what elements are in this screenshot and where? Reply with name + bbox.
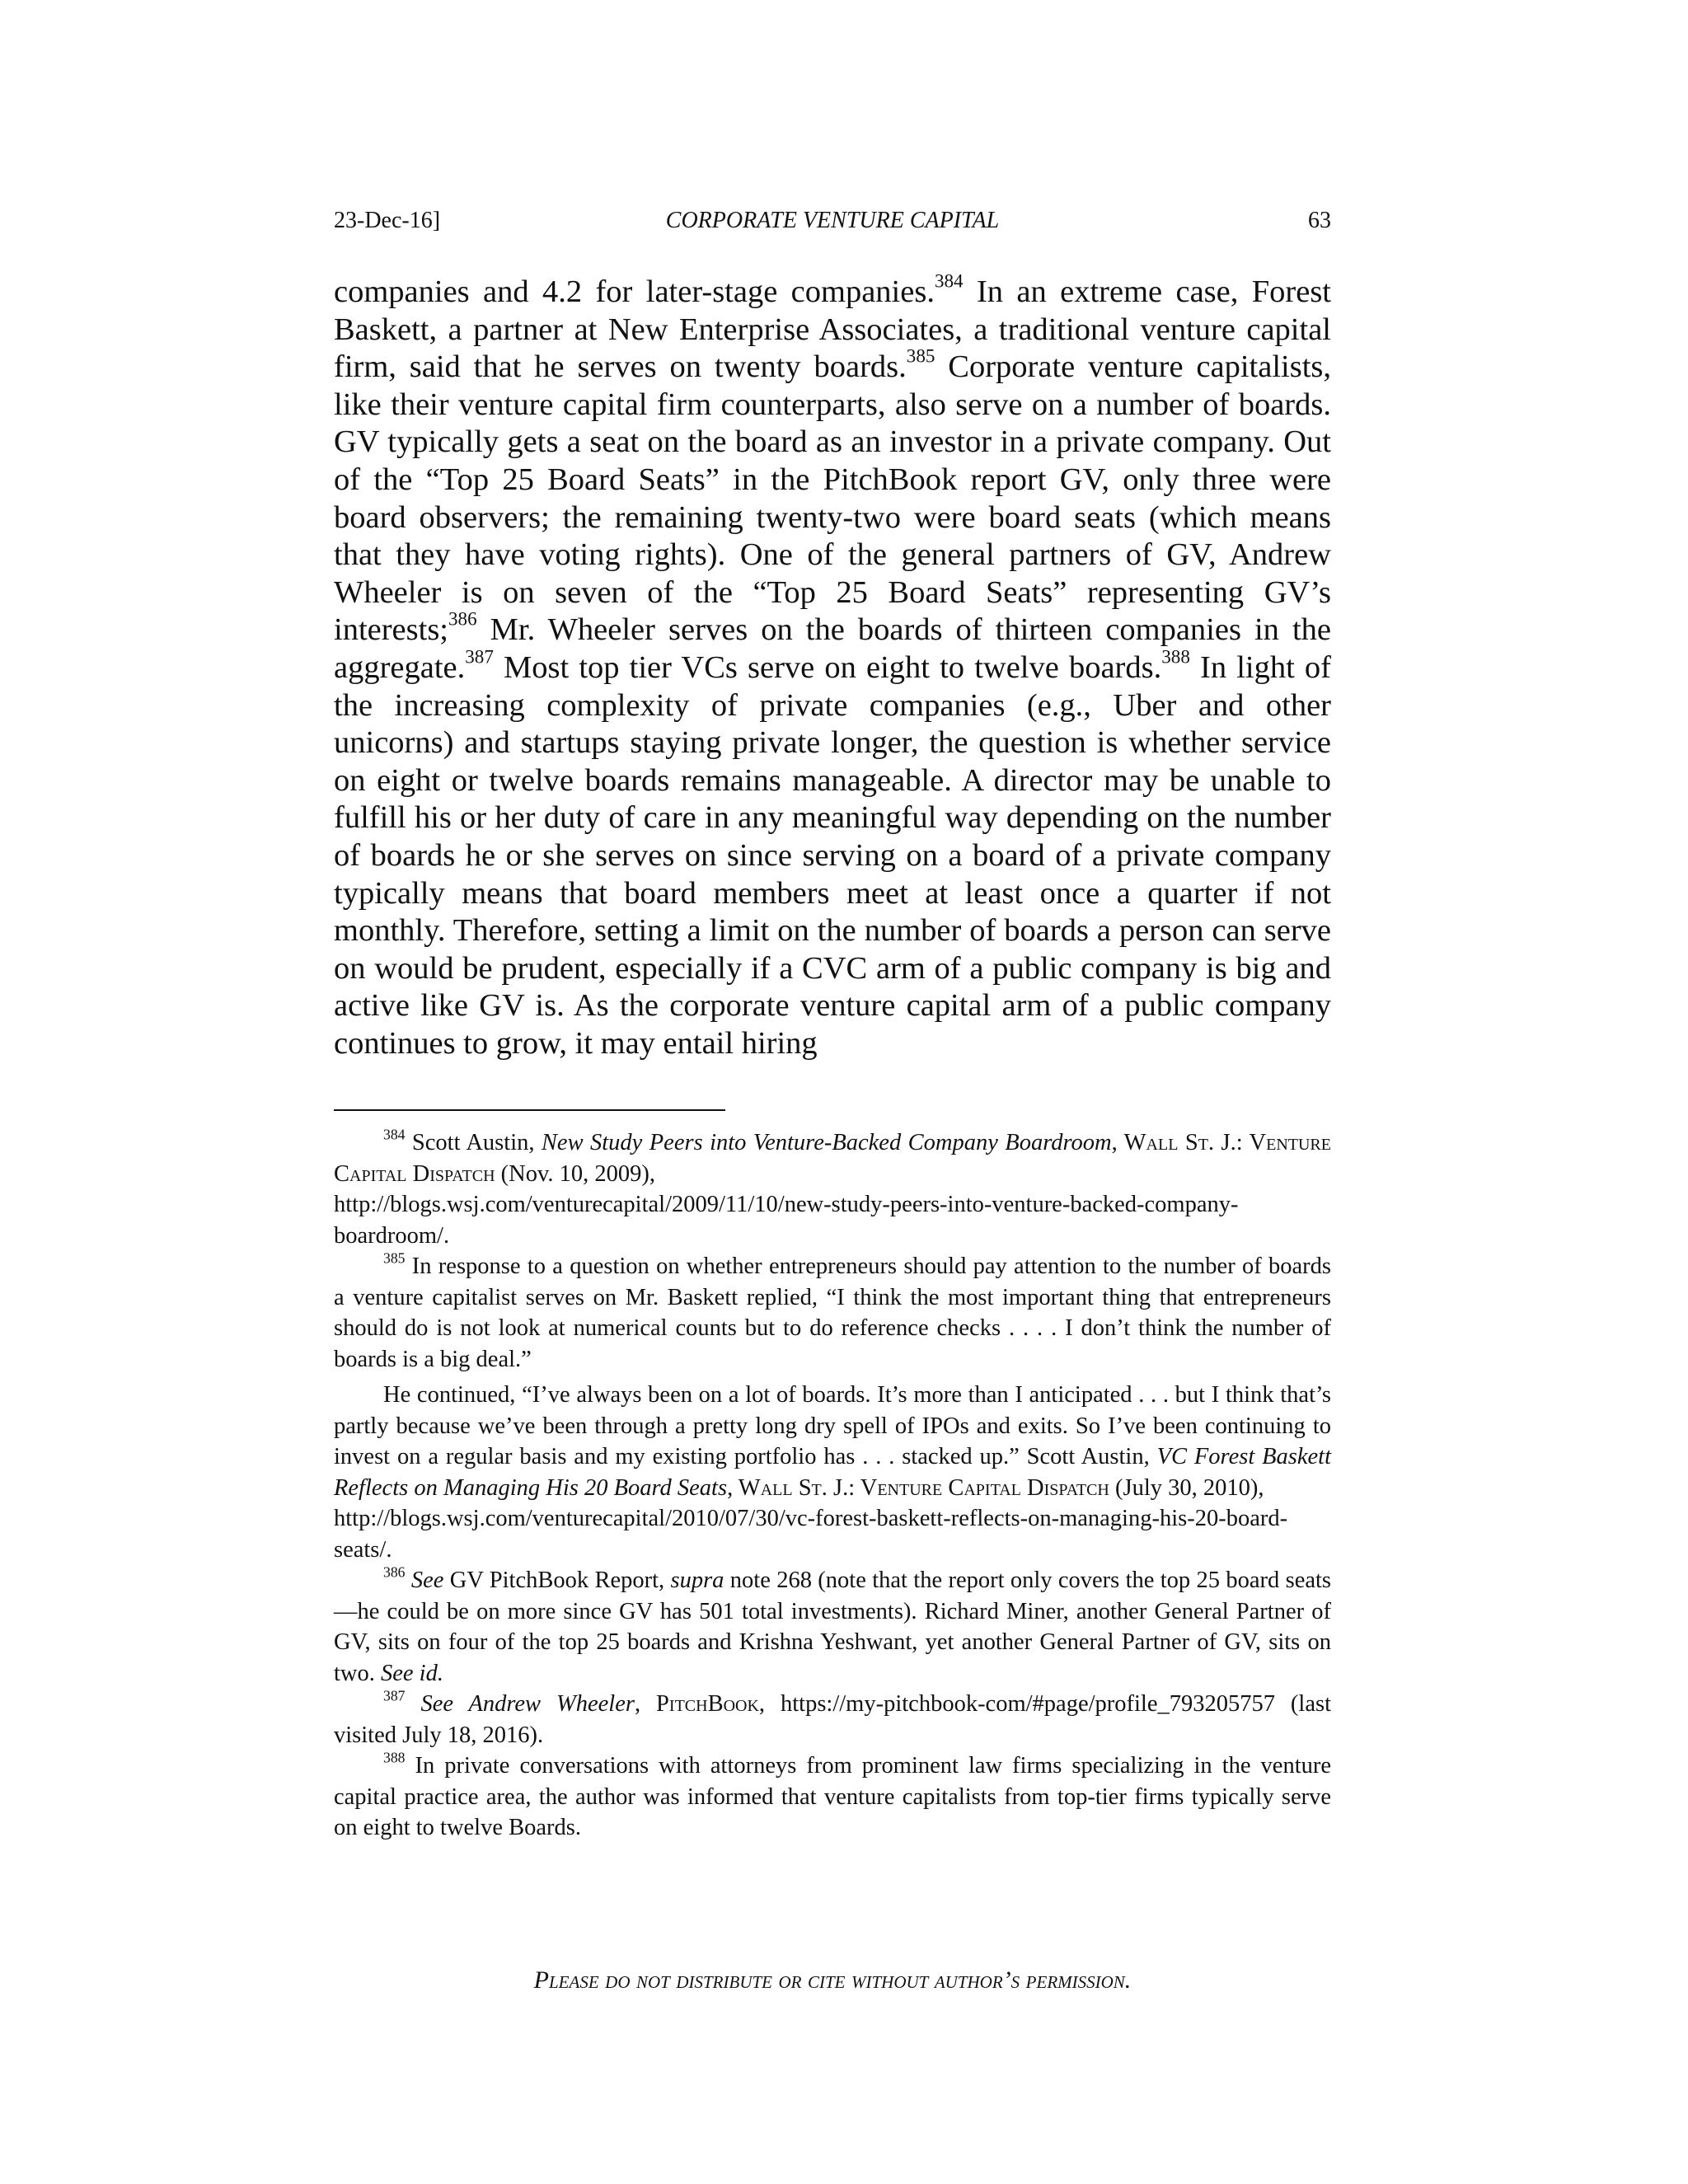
footnote-ref-388[interactable]: 388	[1161, 645, 1190, 668]
footnote-ref-384[interactable]: 384	[934, 269, 964, 292]
footnote-384: $^{384}$ Scott Austin, New Study Peers into Venture-Backed Company Boardroom, Wall St. J.: Venture Capital Dispatch (Nov. 10, 2009), http://blogs.wsj.com/venturecapital/2009/11/10/new-study-peers-into-venture-backed-company-boardroom/.	[334, 1127, 1331, 1251]
footnote-ref-386[interactable]: 386	[448, 608, 477, 630]
main-paragraph: companies and 4.2 for later-stage companies.$^{384}$ In an extreme case, Forest Baskett, a partner at New Enterprise Associates, a traditional venture capital firm, said that he serves on twenty boards.$^{385}$ Corporate venture capitalists, like their venture capital firm counterparts, also serve on a number of boards. GV typically gets a seat on the board as an investor in a private company. Out of the “Top 25 Board Seats” in the PitchBook report GV, only three were board observers; the remaining twenty-two were board seats (which means that they have voting rights). One of the general partners of GV, Andrew Wheeler is on seven of the “Top 25 Board Seats” representing GV’s interests;$^{386}$ Mr. Wheeler serves on the boards of thirteen companies in the aggregate.$^{387}$ Most top tier VCs serve on eight to twelve boards.$^{388}$ In light of the increasing complexity of private companies (e.g., Uber and other unicorns) and startups staying private longer, the question is whether service on eight or twelve boards remains manageable. A director may be unable to fulfill his or her duty of care in any meaningful way depending on the number of boards he or she serves on since serving on a board of a private company typically means that board members meet at least once a quarter if not monthly. Therefore, setting a limit on the number of boards a person can serve on would be prudent, especially if a CVC arm of a public company is big and active like GV is. As the corporate venture capital arm of a public company continues to grow, it may entail hiring	[334, 269, 1331, 1061]
footnote-386: $^{386}$ See GV PitchBook Report, supra note 268 (note that the report only covers the top 25 board seats—he could be on more since GV has 501 total investments). Richard Miner, another General Partner of GV, sits on four of the top 25 boards and Krishna Yeshwant, yet another General Partner of GV, sits on two. See id.	[334, 1563, 1332, 1686]
footnote-385-link[interactable]: http://blogs.wsj.com/venturecapital/2010/07/30/vc-forest-baskett-reflects-on-managing-his-20-board-seats/.	[334, 1506, 1288, 1563]
footnote-ref-385[interactable]: 385	[906, 344, 935, 367]
footnotes	[334, 1127, 1331, 1844]
header-date: 23-Dec-16]	[334, 208, 441, 233]
page-number: 63	[1308, 208, 1331, 233]
header-title: CORPORATE VENTURE CAPITAL	[665, 208, 1000, 233]
footnote-ref-387[interactable]: 387	[465, 645, 494, 668]
footnote-384-link[interactable]: http://blogs.wsj.com/venturecapital/2009/11/10/new-study-peers-into-venture-backed-company-boardroom/.	[334, 1192, 1239, 1249]
running-header	[334, 204, 1331, 237]
footnote-385-continued: He continued, “I’ve always been on a lot of boards. It’s more than I anticipated . . . but I think that’s partly because we’ve been through a pretty long dry spell of IPOs and exits. So I’ve been continuing to invest on a regular basis and my existing portfolio has . . . stacked up.” Scott Austin, VC Forest Baskett Reflects on Managing His 20 Board Seats, Wall St. J.: Venture Capital Dispatch (July 30, 2010), http://blogs.wsj.com/venturecapital/2010/07/30/vc-forest-baskett-reflects-on-managing-his-20-board-seats/.	[334, 1380, 1331, 1565]
distribution-notice: Please do not distribute or cite without author’s permission.	[533, 1966, 1132, 1994]
footnote-387-link[interactable]: , https://my-pitchbook-com/#page/profile_793205757 (last visited July 18, 2016).	[334, 1691, 1332, 1748]
footnote-385: $^{385}$ In response to a question on whether entrepreneurs should pay attention to the number of boards a venture capitalist serves on Mr. Baskett replied, “I think the most important thing that entrepreneurs should do is not look at numerical counts but to do reference checks . . . . I don’t think the number of boards is a big deal.”	[334, 1249, 1331, 1372]
footnote-separator	[334, 1109, 725, 1111]
footnote-388: $^{388}$ In private conversations with attorneys from prominent law firms specializing in the venture capital practice area, the author was informed that venture capitalists from top-tier firms typically serve on eight to twelve Boards.	[334, 1749, 1331, 1840]
footnote-387: $^{387}$ See Andrew Wheeler, PitchBook, https://my-pitchbook-com/#page/profile_793205757 (last visited July 18, 2016).	[334, 1687, 1332, 1748]
